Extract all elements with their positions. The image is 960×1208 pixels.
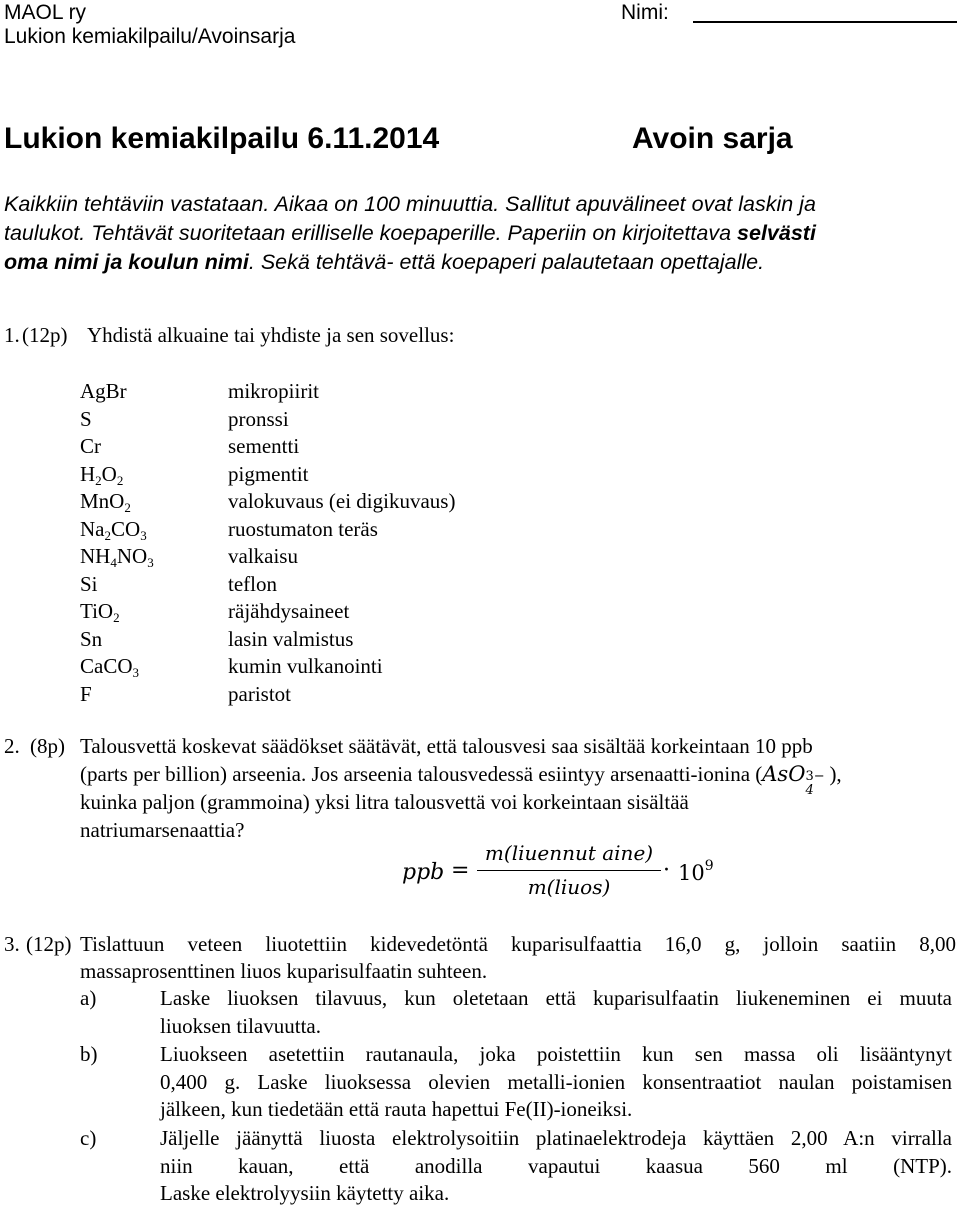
application-item: valkaisu <box>228 544 298 568</box>
subquestion-line: Jäljelle jäänyttä liuosta elektrolysoitiin platinaelektrodeja käyttäen 2,00 A:n virralla <box>160 1126 952 1150</box>
subquestion-line: niin kauan, että anodilla vapautui kaasua 560 ml (NTP). <box>160 1153 952 1178</box>
compound-agbr: AgBr <box>80 379 127 403</box>
subquestion-label: a) <box>80 986 97 1010</box>
q3-line-1: Tislattuun veteen liuotettiin kidevedetöntä kuparisulfaattia 16,0 g, jolloin saatiin 8,00 <box>80 932 956 956</box>
arsenate-ion <box>762 761 829 798</box>
compound-s: S <box>80 406 92 431</box>
q1-number: 1. <box>4 323 20 347</box>
subquestion-label: c) <box>80 1126 97 1150</box>
application-item: pronssi <box>228 406 289 431</box>
application-item: mikropiirit <box>228 379 319 403</box>
formula-fraction-bar <box>477 870 661 871</box>
intro-line-3 <box>4 248 764 277</box>
intro-line-2 <box>4 219 816 248</box>
compound-na2co3: $Na_2CO_3$ <box>80 516 147 543</box>
q2-line-4: natriumarsenaattia? <box>80 818 245 842</box>
application-item: kumin vulkanointi <box>228 654 383 678</box>
application-item: räjähdysaineet <box>228 599 350 623</box>
intro-line-3-text: . Sekä tehtävä- että koepaperi palautetaan opettajalle. <box>248 250 765 274</box>
arsenate-sub: 4 <box>805 783 814 798</box>
subquestion-line: jälkeen, kun tiedetään että rauta hapettui Fe(II)-ioneiksi. <box>160 1097 633 1121</box>
compound-sn: Sn <box>80 626 103 651</box>
q1-points: (12p) <box>22 323 68 347</box>
compound-f: F <box>80 681 92 706</box>
q2-number: 2. <box>4 734 20 758</box>
q3-points: (12p) <box>26 932 72 956</box>
competition-name: Lukion kemiakilpailu/Avoinsarja <box>4 25 296 48</box>
intro-line-1: Kaikkiin tehtäviin vastataan. Aikaa on 100 minuuttia. Sallitut apuvälineet ovat laskin ja <box>4 192 816 216</box>
formula-factor-exp: 9 <box>704 858 714 874</box>
compound-tio2: TiO$_2$ <box>80 599 120 625</box>
intro-line-2-text: taulukot. Tehtävät suoritetaan erilliselle koepaperille. Paperiin on kirjoitettava <box>4 221 732 245</box>
application-item: pigmentit <box>228 461 309 486</box>
formula-equals: = <box>451 858 470 883</box>
formula-dot: · <box>663 858 670 883</box>
formula-numerator: m(liuennut aine) <box>484 841 654 865</box>
compound-caco3: CaCO$_3$ <box>80 654 139 680</box>
formula-lhs: ppb <box>402 860 445 885</box>
q2-points: (8p) <box>30 734 65 758</box>
name-field-line <box>693 21 957 23</box>
formula-denominator: m(liuos) <box>527 875 611 899</box>
series-title: Avoin sarja <box>632 122 793 155</box>
intro-emphasis-1: selvästi <box>737 221 816 245</box>
name-label: Nimi: <box>621 1 669 24</box>
application-item: ruostumaton teräs <box>228 516 378 541</box>
compound-si: Si <box>80 571 98 596</box>
intro-emphasis-2: oma nimi ja koulun nimi <box>4 250 249 274</box>
subquestion-line: Liuokseen asetettiin rautanaula, joka poistettiin kun sen massa oli lisääntynyt <box>160 1042 952 1066</box>
org-name: MAOL ry <box>4 1 87 24</box>
q2-line-2b: ), <box>829 762 842 786</box>
arsenate-base: AsO <box>762 762 806 786</box>
compound-cr: Cr <box>80 434 101 458</box>
q2-line-2a: (parts per billion) arseenia. Jos arseenia talousvedessä esiintyy arsenaatti-ionina ( <box>80 762 763 786</box>
compound-mno2: MnO$_2$ <box>80 489 131 515</box>
q3-number: 3. <box>4 932 20 956</box>
q3-line-2: massaprosenttinen liuos kuparisulfaatin suhteen. <box>80 959 488 983</box>
application-item: valokuvaus (ei digikuvaus) <box>228 489 456 513</box>
subquestion-label: b) <box>80 1042 98 1066</box>
compound-nh4no3: $NH_4NO_3$ <box>80 544 154 570</box>
arsenate-sup: 3− <box>805 769 825 784</box>
application-item: lasin valmistus <box>228 626 354 651</box>
q2-line-3: kuinka paljon (grammoina) yksi litra talousvettä voi korkeintaan sisältää <box>80 790 689 814</box>
q2-line-1: Talousvettä koskevat säädökset säätävät, että talousvesi saa sisältää korkeintaan 10 ppb <box>80 734 813 758</box>
q1-text: Yhdistä alkuaine tai yhdiste ja sen sovellus: <box>87 323 455 347</box>
subquestion-line: Laske elektrolyysiin käytetty aika. <box>160 1181 450 1205</box>
compound-h2o2: $H_2O_2$ <box>80 461 124 488</box>
application-item: sementti <box>228 434 300 458</box>
formula-factor-base: 10 <box>678 861 705 885</box>
subquestion-line: liuoksen tilavuutta. <box>160 1013 321 1038</box>
subquestion-line: 0,400 g. Laske liuoksessa olevien metalli-ionien konsentraatiot naulan poistamisen <box>160 1069 952 1094</box>
page-title: Lukion kemiakilpailu 6.11.2014 <box>4 122 440 155</box>
formula-factor <box>678 858 714 885</box>
q2-line-2 <box>80 761 842 798</box>
application-item: teflon <box>228 571 277 596</box>
application-item: paristot <box>228 681 291 706</box>
subquestion-line: Laske liuoksen tilavuus, kun oletetaan että kuparisulfaatin liukeneminen ei muuta <box>160 986 952 1010</box>
